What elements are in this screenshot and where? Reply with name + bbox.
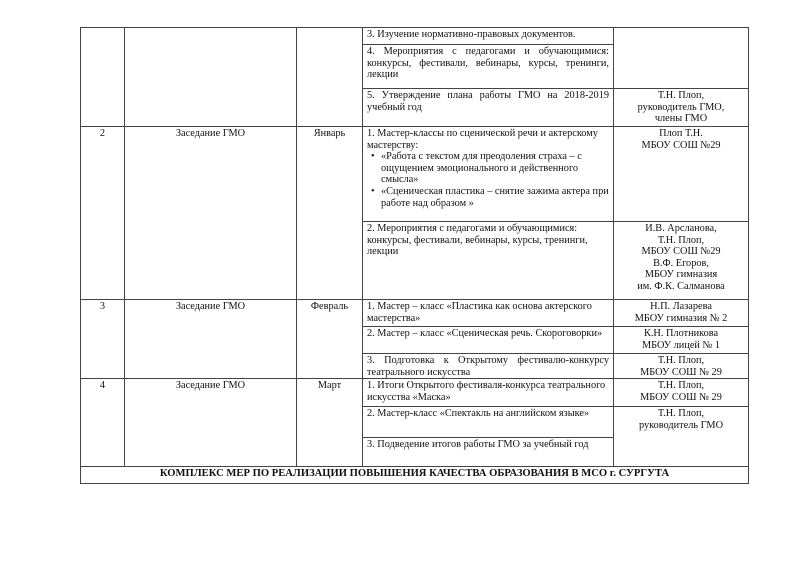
responsible-line: Т.Н. Плоп,: [657, 408, 705, 420]
responsible-cell: [614, 127, 749, 222]
section-heading: КОМПЛЕКС МЕР ПО РЕАЛИЗАЦИИ ПОВЫШЕНИЯ КАЧЕСТВА ОБРАЗОВАНИЯ В МСО г. СУРГУТА: [81, 467, 749, 484]
responsible-cell: [614, 300, 749, 327]
row-number-cell: 2: [81, 127, 125, 300]
event-cell: [125, 28, 297, 127]
activity-cell: 2. Мастер – класс «Сценическая речь. Скороговорки»: [363, 327, 614, 354]
responsible-cell: [614, 407, 749, 467]
activity-cell: 5. Утверждение плана работы ГМО на 2018-2019 учебный год: [363, 89, 614, 127]
responsible-line: К.Н. Плотникова: [643, 328, 719, 339]
activity-cell: 3. Подготовка к Открытому фестивалю-конкурсу театрального искусства: [363, 354, 614, 379]
row-number-cell: [81, 28, 125, 127]
responsible-line: Т.Н. Плоп,: [657, 355, 705, 366]
bullet-item: • «Работа с текстом для преодоления страха – с ощущением эмоционального и действенного смысла»: [371, 151, 582, 186]
row-number-cell: 4: [81, 379, 125, 467]
activity-cell: 1. Мастер – класс «Пластика как основа актерского мастерства»: [363, 300, 614, 327]
activity-title: 1. Мастер-классы по сценической речи и актерскому мастерству:: [367, 128, 598, 151]
responsible-line: МБОУ СОШ №29: [641, 246, 721, 258]
responsible-cell: [614, 327, 749, 354]
responsible-line: И.В. Арсланова,: [645, 223, 717, 234]
bullet-item: • «Сценическая пластика – снятие зажима актера при работе над образом »: [371, 185, 609, 209]
responsible-line: МБОУ лицей № 1: [641, 339, 721, 351]
table-row: [81, 127, 749, 222]
month-cell: [297, 28, 363, 127]
responsible-line: Т.Н. Плоп,: [657, 90, 705, 101]
responsible-line: Т.Н. Плоп,: [657, 380, 705, 392]
event-cell: Заседание ГМО: [125, 379, 297, 467]
event-cell: Заседание ГМО: [125, 300, 297, 379]
activity-cell: 2. Мастер-класс «Спектакль на английском языке»: [363, 407, 614, 438]
activity-cell: 1. Итоги Открытого фестиваля-конкурса театрального искусства «Маска»: [363, 379, 614, 407]
activity-cell: [363, 127, 614, 222]
responsible-line: Плоп Т.Н.: [659, 128, 703, 139]
responsible-cell: [614, 354, 749, 379]
responsible-line: руководитель ГМО: [638, 419, 724, 431]
event-cell: Заседание ГМО: [125, 127, 297, 300]
responsible-line: В.Ф. Егоров,: [653, 257, 709, 269]
responsible-line: им. Ф.К. Салманова: [637, 280, 725, 292]
activity-cell: 2. Мероприятия с педагогами и обучающимися: конкурсы, фестивали, вебинары, курсы, тренинги, лекции: [363, 222, 614, 300]
responsible-line: Н.П. Лазарева: [650, 301, 712, 312]
bullet-icon: •: [371, 185, 375, 197]
gmo-plan-table: [80, 27, 749, 484]
responsible-line: руководитель ГМО,: [637, 101, 725, 113]
activity-cell: 4. Мероприятия с педагогами и обучающимися: конкурсы, фестивали, вебинары, курсы, тренинги, лекции: [363, 45, 614, 89]
responsible-line: МБОУ СОШ №29: [641, 139, 721, 151]
responsible-line: члены ГМО: [654, 113, 708, 125]
responsible-line: МБОУ СОШ № 29: [640, 366, 722, 378]
responsible-cell: [614, 28, 749, 89]
responsible-cell: [614, 89, 749, 127]
table-row: [81, 300, 749, 327]
activity-cell: 3. Изучение нормативно-правовых документов.: [363, 28, 614, 45]
month-cell: Март: [297, 379, 363, 467]
table-row: [81, 379, 749, 407]
responsible-cell: [614, 379, 749, 407]
table-row: [81, 28, 749, 45]
month-cell: Январь: [297, 127, 363, 300]
responsible-cell: [614, 222, 749, 300]
activity-cell: 3. Подведение итогов работы ГМО за учебный год: [363, 438, 614, 467]
bullet-list: [367, 151, 609, 209]
month-cell: Февраль: [297, 300, 363, 379]
responsible-line: МБОУ СОШ № 29: [640, 391, 722, 403]
bullet-icon: •: [371, 151, 375, 163]
section-heading-row: [81, 467, 749, 484]
responsible-line: МБОУ гимназия № 2: [634, 312, 728, 324]
row-number-cell: 3: [81, 300, 125, 379]
responsible-line: МБОУ гимназия: [644, 269, 718, 281]
responsible-line: Т.Н. Плоп,: [657, 234, 705, 246]
